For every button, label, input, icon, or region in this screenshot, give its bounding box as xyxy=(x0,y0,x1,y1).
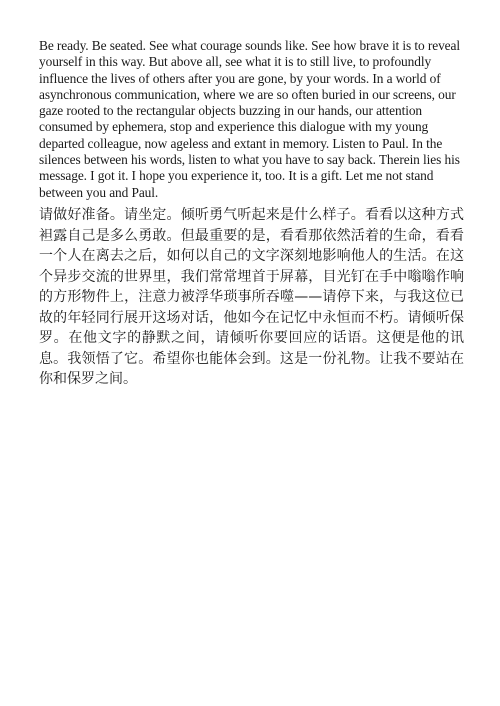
chinese-paragraph: 请做好准备。请坐定。倾听勇气听起来是什么样子。看看以这种方式袒露自己是多么勇敢。但最重要的是，看看那依然活着的生命，看看一个人在离去之后，如何以自己的文字深刻地影响他人的生活。在这个异步交流的世界里，我们常常埋首于屏幕，目光钉在手中嗡嗡作响的方形物件上，注意力被浮华琐事所吞噬——请停下来，与我这位已故的年轻同行展开这场对话，他如今在记忆中永恒而不朽。请倾听保罗。在他文字的静默之间，请倾听你要回应的话语。这便是他的讯息。我领悟了它。希望你也能体会到。这是一份礼物。让我不要站在你和保罗之间。 xyxy=(39,207,464,387)
english-paragraph: Be ready. Be seated. See what courage sounds like. See how brave it is to reveal yourself in this way. But above all, see what it is to still live, to profoundly influence the lives of others after you are gone, by your words. In a world of asynchronous communication, where we are so often buried in our screens, our gaze rooted to the rectangular objects buzzing in our hands, our attention consumed by ephemera, stop and experience this dialogue with my young departed colleague, now ageless and extant in memory. Listen to Paul. In the silences between his words, listen to what you have to say back. Therein lies his message. I got it. I hope you experience it, too. It is a gift. Let me not stand between you and Paul. xyxy=(39,38,460,200)
